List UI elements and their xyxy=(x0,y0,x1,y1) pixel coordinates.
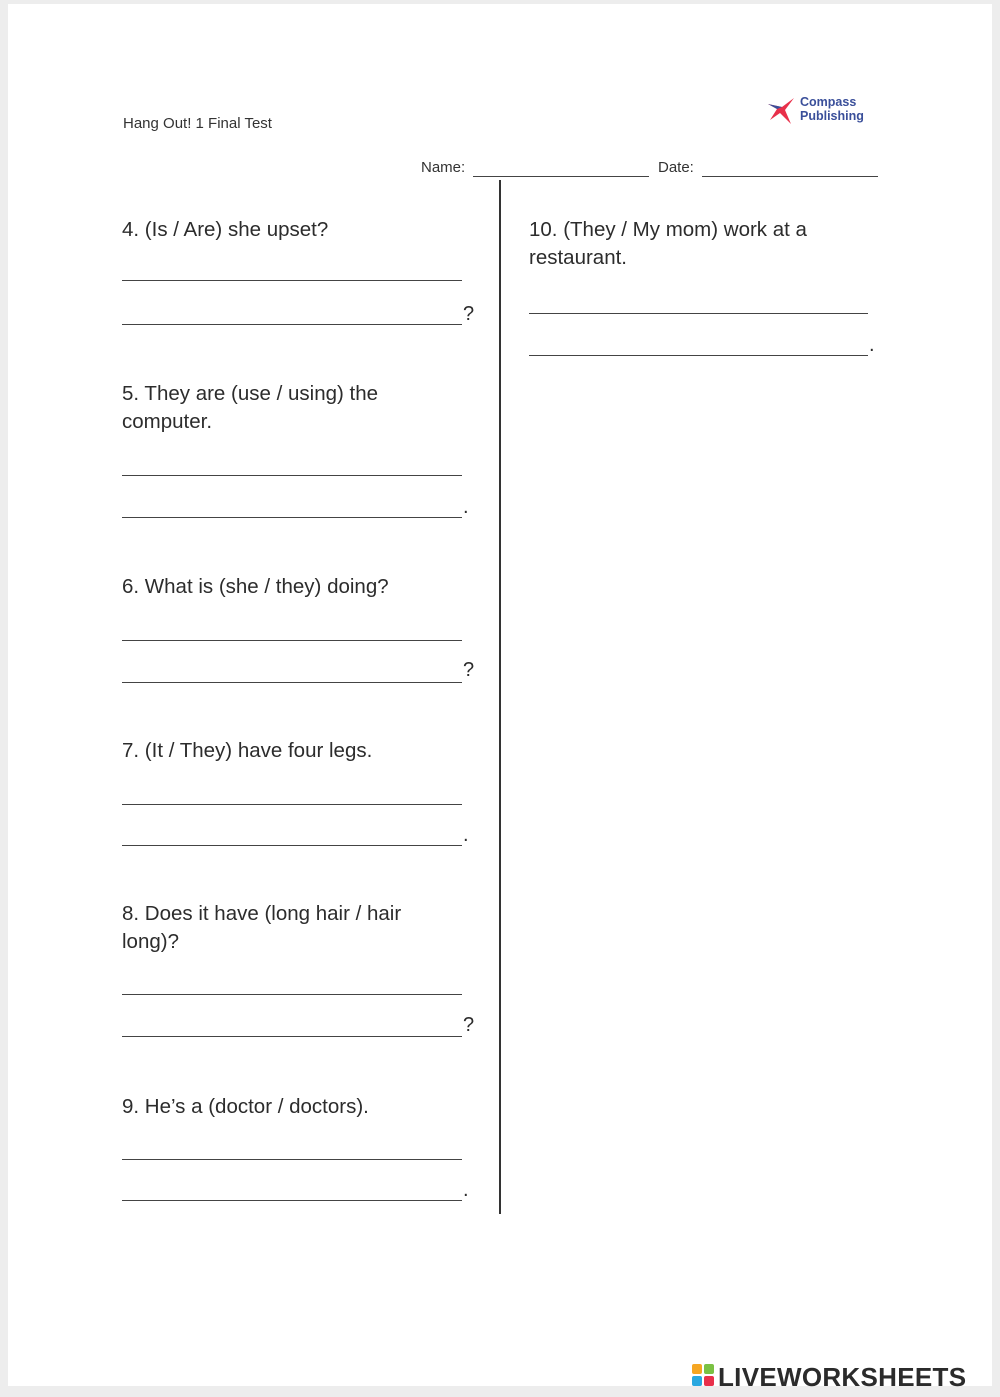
answer-9-punctuation: . xyxy=(463,1179,469,1201)
question-10: 10. (They / My mom) work at a restaurant. xyxy=(529,218,807,269)
answer-4-punctuation: ? xyxy=(463,303,475,325)
question-6: 6. What is (she / they) doing? xyxy=(122,575,389,598)
worksheet-page xyxy=(8,4,992,1386)
name-field[interactable] xyxy=(473,176,649,177)
publisher-logo xyxy=(766,92,878,128)
answer-7-punctuation: . xyxy=(463,824,469,846)
answer-4-line-2[interactable] xyxy=(122,324,462,325)
answer-7-line-2[interactable] xyxy=(122,845,462,846)
date-label: Date: xyxy=(658,159,694,176)
answer-4-line-1[interactable] xyxy=(122,280,462,281)
answer-8-line-1[interactable] xyxy=(122,994,462,995)
name-label: Name: xyxy=(421,159,466,176)
answer-6-line-2[interactable] xyxy=(122,682,462,683)
question-8: 8. Does it have (long hair / hair long)? xyxy=(122,902,402,953)
answer-10-line-2[interactable] xyxy=(529,355,868,356)
answer-8-line-2[interactable] xyxy=(122,1036,462,1037)
date-field[interactable] xyxy=(702,176,878,177)
question-7: 7. (It / They) have four legs. xyxy=(122,739,373,762)
answer-6-punctuation: ? xyxy=(463,659,475,681)
answer-9-line-1[interactable] xyxy=(122,1159,462,1160)
color-blocks-icon xyxy=(692,1364,716,1388)
answer-10-punctuation: . xyxy=(869,334,875,356)
question-5: 5. They are (use / using) the computer. xyxy=(122,382,379,433)
answer-5-punctuation: . xyxy=(463,496,469,518)
logo-text-publishing: Publishing xyxy=(800,109,864,123)
answer-9-line-2[interactable] xyxy=(122,1200,462,1201)
question-9: 9. He’s a (doctor / doctors). xyxy=(122,1095,369,1118)
test-title: Hang Out! 1 Final Test xyxy=(123,115,272,132)
liveworksheets-brand: LIVEWORKSHEETS xyxy=(718,1362,967,1392)
compass-star-icon xyxy=(766,94,798,126)
answer-7-line-1[interactable] xyxy=(122,804,462,805)
answer-8-punctuation: ? xyxy=(463,1014,475,1036)
column-divider xyxy=(499,180,501,1214)
question-4: 4. (Is / Are) she upset? xyxy=(122,218,329,241)
answer-5-line-2[interactable] xyxy=(122,517,462,518)
logo-text-compass: Compass xyxy=(800,95,857,109)
answer-6-line-1[interactable] xyxy=(122,640,462,641)
answer-10-line-1[interactable] xyxy=(529,313,868,314)
answer-5-line-1[interactable] xyxy=(122,475,462,476)
